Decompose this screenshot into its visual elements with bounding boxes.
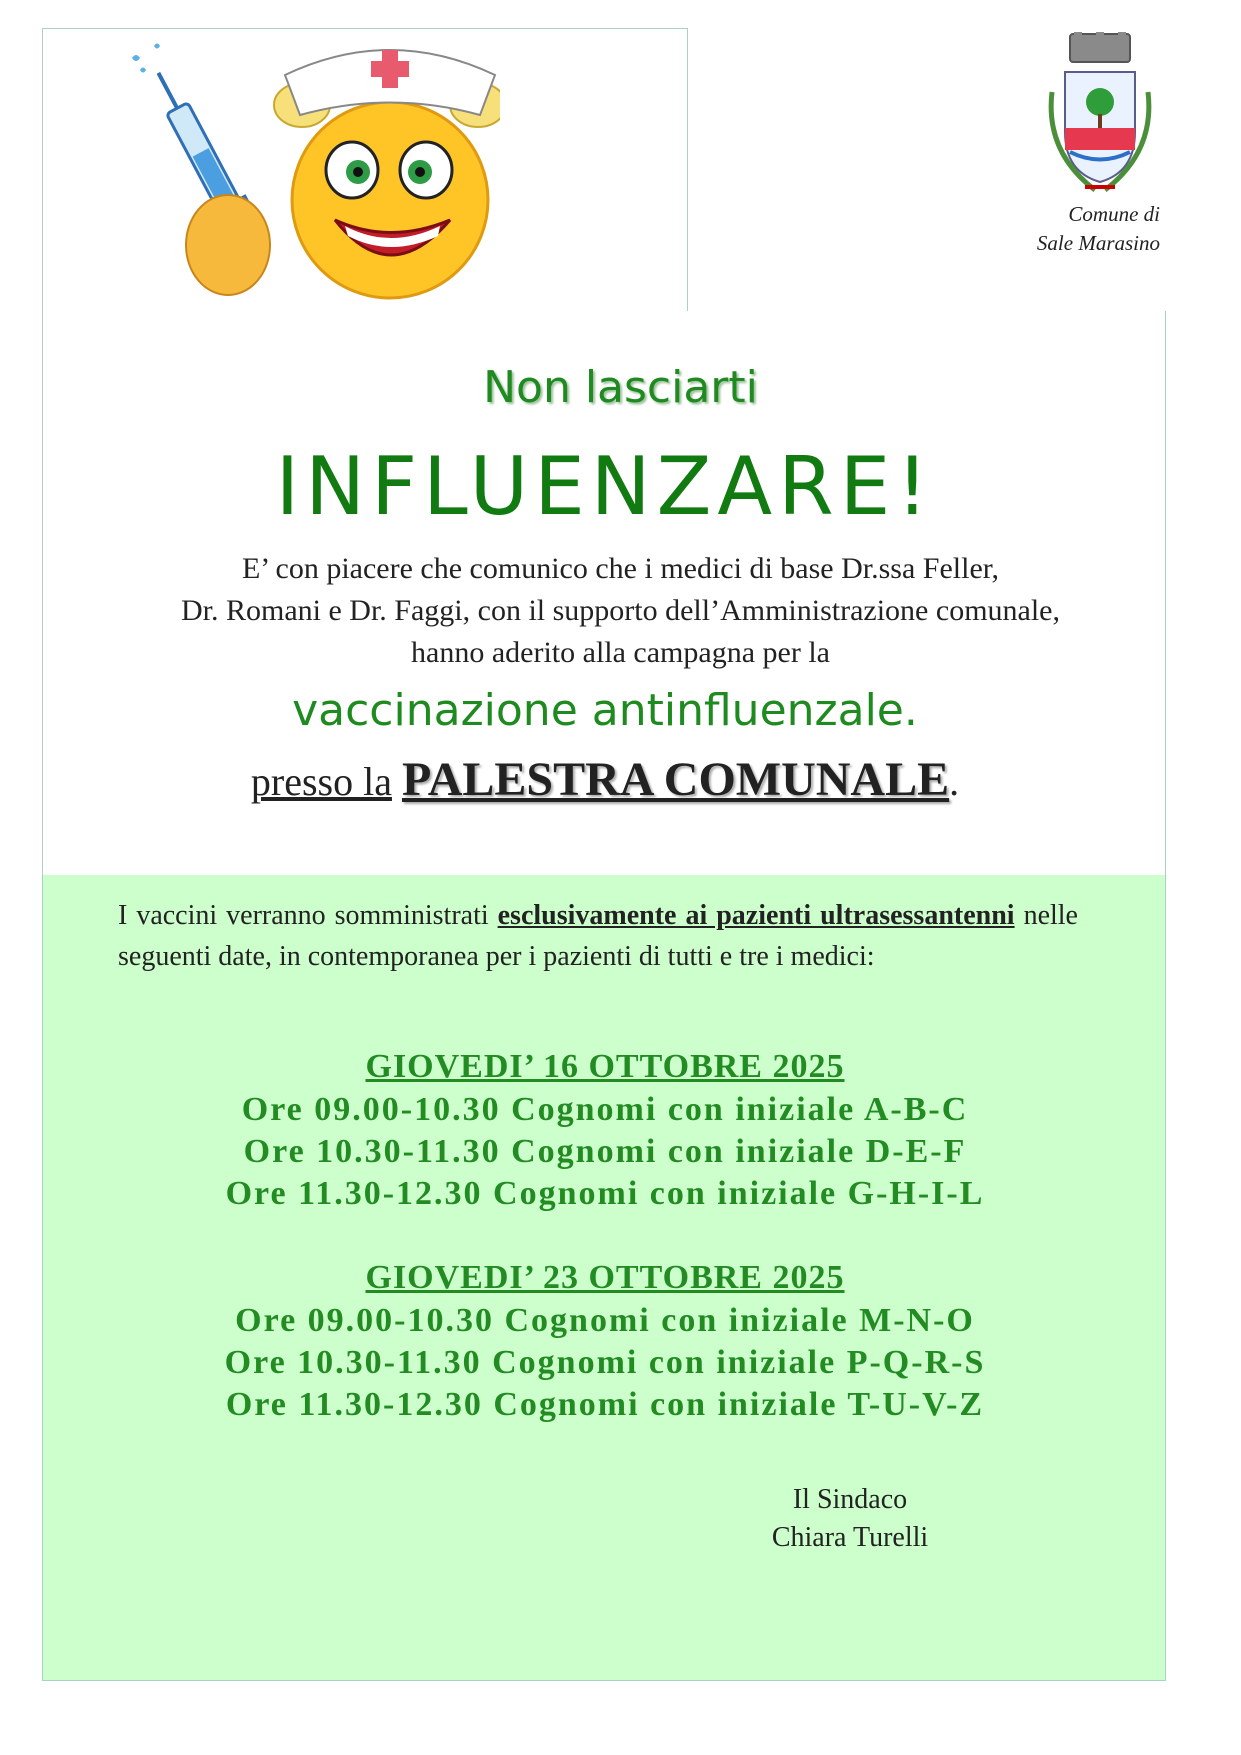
headline-line2: INFLUENZARE!	[275, 440, 935, 533]
notice-part2: nelle seguenti date, in contemporanea per i pazienti di tutti e tre i medici:	[118, 900, 1078, 972]
notice-part1: I vaccini verranno somministrati	[118, 900, 498, 931]
location-line	[0, 752, 1210, 807]
intro-line3: hanno aderito alla campagna per la	[411, 636, 830, 669]
schedule-slot: Ore 11.30-12.30 Cognomi con iniziale G-H-I-L	[225, 1175, 985, 1212]
schedule-date: GIOVEDI’ 23 OTTOBRE 2025	[365, 1259, 845, 1296]
municipality-caption-line1: Comune di	[1068, 202, 1160, 226]
municipal-crest-icon	[1040, 32, 1160, 202]
headline-line1: Non lasciarti	[483, 362, 758, 413]
municipality-caption-line2: Sale Marasino	[1036, 231, 1160, 255]
signature-role: Il Sindaco	[792, 1484, 908, 1515]
intro-line2: Dr. Romani e Dr. Faggi, con il supporto dell’Amministrazione comunale,	[180, 594, 1060, 627]
location-prefix: presso la	[250, 759, 392, 804]
nurse-emoji-syringe-illustration	[120, 40, 500, 310]
signature-name: Chiara Turelli	[771, 1522, 929, 1553]
vaccination-highlight: vaccinazione antinfluenzale.	[292, 685, 918, 736]
schedule-slot: Ore 10.30-11.30 Cognomi con iniziale D-E-F	[243, 1133, 967, 1170]
schedule-date: GIOVEDI’ 16 OTTOBRE 2025	[365, 1048, 845, 1085]
notice-emphasis: esclusivamente ai pazienti ultrasessantenni	[497, 900, 1015, 931]
notice-paragraph	[118, 895, 1078, 977]
location-name: PALESTRA COMUNALE	[401, 753, 950, 806]
schedule-slot: Ore 09.00-10.30 Cognomi con iniziale M-N-O	[235, 1302, 975, 1339]
schedule-slot: Ore 11.30-12.30 Cognomi con iniziale T-U-V-Z	[225, 1386, 985, 1423]
schedule-slot: Ore 09.00-10.30 Cognomi con iniziale A-B-C	[241, 1091, 969, 1128]
intro-line1: E’ con piacere che comunico che i medici di base Dr.ssa Feller,	[241, 552, 1000, 585]
location-suffix: .	[949, 759, 960, 804]
schedule-slot: Ore 10.30-11.30 Cognomi con iniziale P-Q-R-S	[224, 1344, 986, 1381]
